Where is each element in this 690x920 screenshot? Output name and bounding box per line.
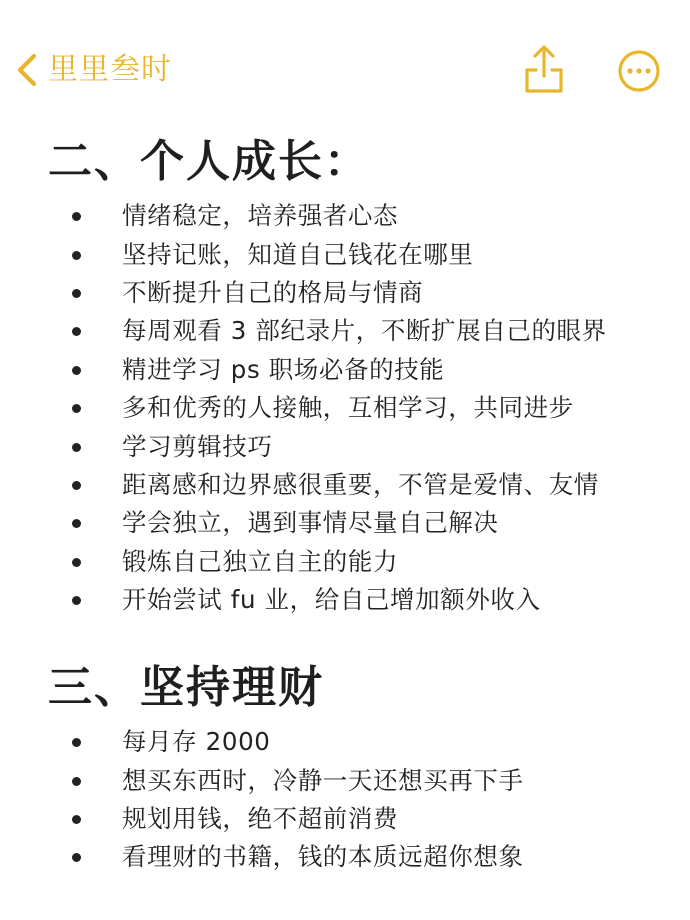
list-item [0, 723, 690, 761]
list-item [0, 235, 690, 273]
list-item [0, 427, 690, 465]
list-item-text: 锻炼自己独立自主的能力 [122, 546, 399, 576]
bullet-dot [72, 212, 81, 221]
share-icon [522, 42, 566, 94]
more-icon [616, 48, 662, 94]
list-item-text: 学会独立，遇到事情尽量自己解决 [122, 508, 499, 538]
back-label: 里里叁时 [48, 52, 172, 87]
list-item-text: 想买东西时，冷静一天还想买再下手 [122, 765, 524, 795]
list-item [0, 351, 690, 389]
list-item [0, 312, 690, 350]
bullet-dot [72, 443, 81, 452]
list-item-text: 不断提升自己的格局与情商 [122, 277, 424, 307]
list-item-text: 距离感和边界感很重要，不管是爱情、友情 [122, 469, 599, 499]
section-heading-finance: 三、坚持理财 [48, 662, 324, 713]
navigation-bar [0, 0, 690, 140]
list-item [0, 197, 690, 235]
bullet-dot [72, 519, 81, 528]
bullet-dot [72, 481, 81, 490]
chevron-left-icon [14, 48, 42, 92]
back-button[interactable] [14, 48, 172, 92]
list-item-text: 学习剪辑技巧 [122, 431, 273, 461]
bullet-dot [72, 251, 81, 260]
bullet-dot [72, 596, 81, 605]
list-item-text: 规划用钱，绝不超前消费 [122, 803, 399, 833]
bullet-dot [72, 289, 81, 298]
list-item-text: 开始尝试 fu 业，给自己增加额外收入 [122, 585, 541, 615]
list-item [0, 466, 690, 504]
bullet-dot [72, 558, 81, 567]
list-item [0, 504, 690, 542]
list-item [0, 274, 690, 312]
finance-list [0, 723, 690, 877]
list-item [0, 581, 690, 619]
list-item [0, 389, 690, 427]
list-item [0, 761, 690, 799]
bullet-dot [72, 815, 81, 824]
bullet-dot [72, 366, 81, 375]
list-item-text: 精进学习 ps 职场必备的技能 [122, 354, 445, 384]
list-item-text: 看理财的书籍，钱的本质远超你想象 [122, 842, 524, 872]
more-options-button[interactable] [616, 48, 662, 94]
list-item-text: 坚持记账，知道自己钱花在哪里 [122, 239, 474, 269]
bullet-dot [72, 404, 81, 413]
bullet-dot [72, 853, 81, 862]
share-button[interactable] [522, 42, 566, 94]
bullet-dot [72, 738, 81, 747]
list-item-text: 每周观看 3 部纪录片，不断扩展自己的眼界 [122, 316, 607, 346]
list-item [0, 543, 690, 581]
list-item-text: 多和优秀的人接触，互相学习，共同进步 [122, 393, 574, 423]
bullet-dot [72, 327, 81, 336]
list-item [0, 800, 690, 838]
list-item-text: 每月存 2000 [122, 727, 271, 757]
list-item [0, 838, 690, 876]
section-heading-personal-growth: 二、个人成长： [48, 136, 370, 187]
personal-growth-list [0, 197, 690, 619]
list-item-text: 情绪稳定，培养强者心态 [122, 201, 399, 231]
bullet-dot [72, 777, 81, 786]
